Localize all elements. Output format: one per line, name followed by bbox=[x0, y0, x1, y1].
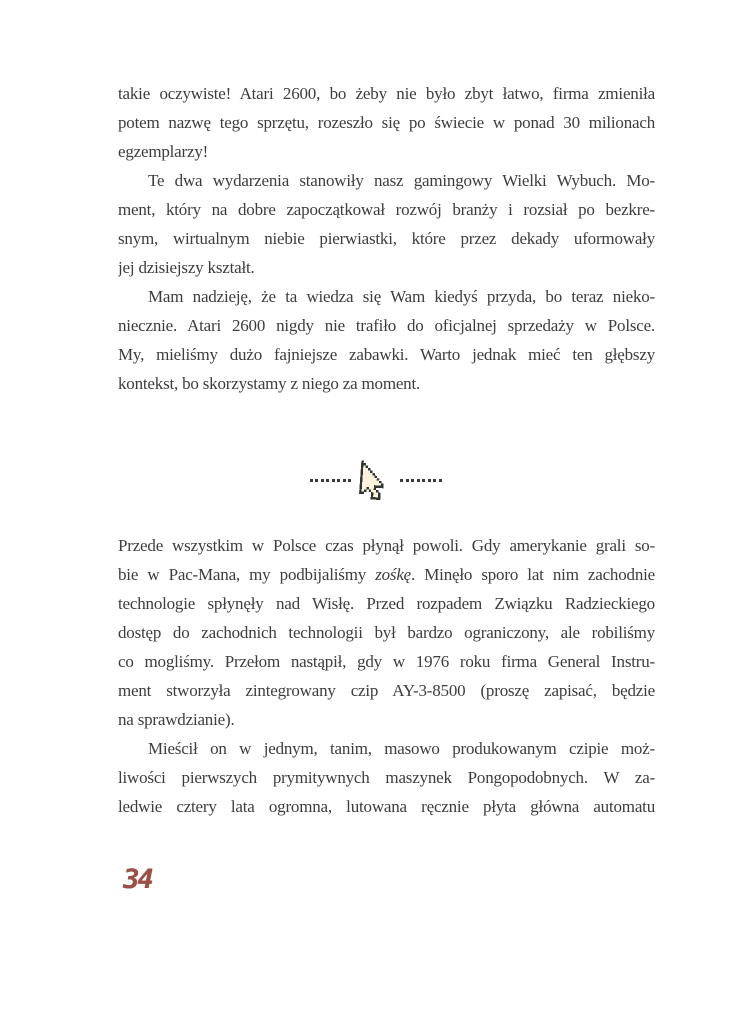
section-separator bbox=[0, 456, 751, 504]
text-line: niecznie. Atari 2600 nigdy nie trafiło do oficjalnej sprzedaży w Polsce. bbox=[118, 316, 655, 335]
text-line: kontekst, bo skorzystamy z niego za moment. bbox=[118, 374, 421, 393]
text-line: ment, który na dobre zapoczątkował rozwój branży i rozsiał po bezkre- bbox=[118, 200, 655, 219]
text-line: co mogliśmy. Przełom nastąpił, gdy w 1976 roku firma General Instru- bbox=[118, 652, 655, 671]
text-line: dostęp do zachodnich technologii był bardzo ograniczony, ale robiliśmy bbox=[118, 623, 655, 642]
text-line: egzemplarzy! bbox=[118, 142, 209, 161]
text-block-lower bbox=[118, 531, 655, 821]
text-line: na sprawdzianie). bbox=[118, 710, 235, 729]
text-line: bie w Pac-Mana, my podbijaliśmy zośkę. Minęło sporo lat nim zachodnie bbox=[118, 565, 655, 584]
text-line: My, mieliśmy dużo fajniejsze zabawki. Warto jednak mieć ten głębszy bbox=[118, 345, 655, 364]
text-line: snym, wirtualnym niebie pierwiastki, które przez dekady uformowały bbox=[118, 229, 655, 248]
dotted-line-right bbox=[400, 479, 442, 482]
text-block-upper bbox=[118, 79, 655, 398]
pixel-cursor-arrow-icon bbox=[360, 461, 391, 500]
text-line: technologie spłynęły nad Wisłę. Przed rozpadem Związku Radzieckiego bbox=[118, 594, 655, 613]
text-line: Mam nadzieję, że ta wiedza się Wam kiedyś przyda, bo teraz nieko- bbox=[148, 287, 655, 306]
text-line: liwości pierwszych prymitywnych maszynek Pongopodobnych. W za- bbox=[118, 768, 655, 787]
text-line: jej dzisiejszy kształt. bbox=[118, 258, 255, 277]
text-line: potem nazwę tego sprzętu, rozeszło się po świecie w ponad 30 milionach bbox=[118, 113, 655, 132]
page-number: 34 bbox=[123, 864, 152, 895]
text-line: ment stworzyła zintegrowany czip AY-3-8500 (proszę zapisać, będzie bbox=[118, 681, 655, 700]
text-line: ledwie cztery lata ogromna, lutowana ręcznie płyta główna automatu bbox=[118, 797, 655, 816]
text-line: Mieścił on w jednym, tanim, masowo produkowanym czipie moż- bbox=[148, 739, 655, 758]
dotted-line-left bbox=[310, 479, 352, 482]
text-line: takie oczywiste! Atari 2600, bo żeby nie było zbyt łatwo, firma zmieniła bbox=[118, 84, 655, 103]
text-line: Te dwa wydarzenia stanowiły nasz gamingowy Wielki Wybuch. Mo- bbox=[148, 171, 655, 190]
text-line: Przede wszystkim w Polsce czas płynął powoli. Gdy amerykanie grali so- bbox=[118, 536, 655, 555]
